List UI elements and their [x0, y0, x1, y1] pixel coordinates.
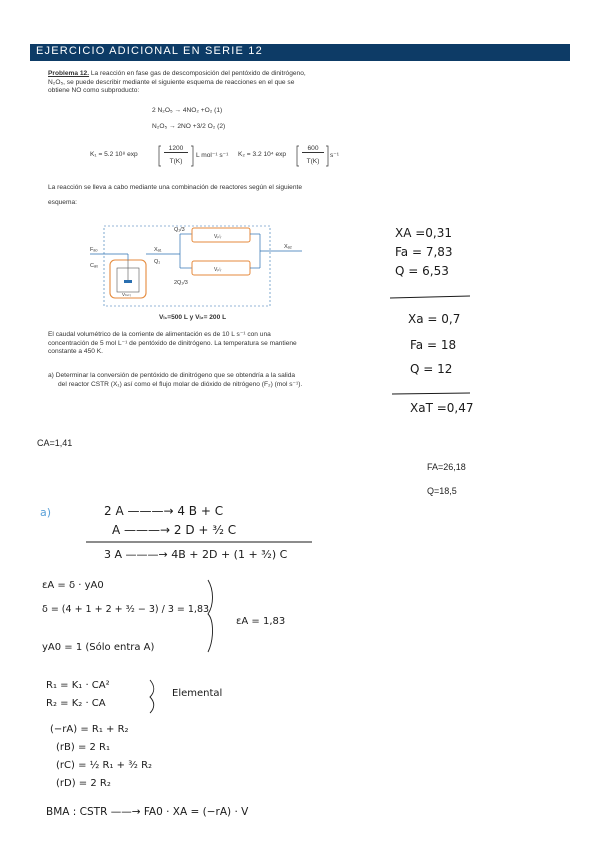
cstr-volume-label: Vₙₛₜᵣ — [122, 292, 131, 297]
cstr-conversion-label: Xₐ₁ — [154, 247, 162, 253]
outlet-conversion-label: Xₐ₂ — [284, 244, 292, 250]
hw-ya0: yA0 = 1 (Sólo entra A) — [42, 642, 155, 653]
feed-line-2: concentración de 5 mol L⁻¹ de pentóxido de dinitrógeno. La temperatura se mantiene — [48, 339, 297, 347]
question-a-line-2: del reactor CSTR (X₁) así como el flujo molar de dióxido de nitrógeno (F₂) (mol s⁻¹). — [58, 380, 303, 388]
k2-numerator: 600 — [302, 145, 324, 153]
hw-fa2: Fa = 18 — [410, 338, 457, 352]
hw-reaction-1: 2 A ———→ 4 B + C — [104, 504, 224, 518]
pfr1-volume-label: Vₚⁱᵣ — [214, 234, 222, 240]
k1-denominator: T(K) — [169, 158, 183, 165]
problem-line-1: La reacción en fase gas de descomposición del pentóxido de dinitrógeno, — [90, 70, 306, 77]
hw-reaction-sum: 3 A ———→ 4B + 2D + (1 + ³⁄₂) C — [104, 548, 288, 561]
split-top-label: Q₁/3 — [174, 227, 185, 233]
k1-units: L mol⁻¹ s⁻¹ — [196, 152, 229, 159]
hw-q2: Q = 12 — [410, 362, 453, 376]
hw-rate-1: R₁ = K₁ · CA² — [46, 680, 110, 691]
k2-units: s⁻¹ — [330, 152, 339, 159]
hw-rate-b: (rB) = 2 R₁ — [56, 742, 111, 753]
result-fa: FA=26,18 — [427, 462, 466, 472]
k2-denominator: T(K) — [306, 158, 320, 165]
hw-mass-balance: BMA : CSTR ——→ FA0 · XA = (−rA) · V — [46, 806, 249, 818]
feed-line-3: constante a 450 K. — [48, 348, 103, 356]
k1-numerator: 1200 — [164, 145, 188, 153]
reaction-2: N₂O₅ → 2NO +3/2 O₂ (2) — [152, 123, 226, 130]
hw-xat: XaT =0,47 — [410, 401, 474, 415]
problem-line-2: N₂O₅, se puede describir mediante el siguiente esquema de reacciones en el que se — [48, 78, 295, 86]
hw-epsilon-def: εA = δ · yA0 — [42, 580, 104, 591]
problem-heading: Problema 12. — [48, 70, 90, 77]
section-title: EJERCICIO ADICIONAL EN SERIE 12 — [36, 45, 263, 57]
pfr2-volume-label: Vₚⁱᵣ — [214, 267, 222, 273]
result-ca: CA=1,41 — [37, 438, 73, 448]
feed-line-1: El caudal volumétrico de la corriente de alimentación es de 10 L s⁻¹ con una — [48, 331, 271, 338]
hw-rate-c: (rC) = ½ R₁ + ³⁄₂ R₂ — [56, 760, 153, 771]
hw-item-a: a) — [40, 506, 52, 519]
hw-reaction-2: A ———→ 2 D + ³⁄₂ C — [112, 523, 237, 537]
scheme-line-1: La reacción se lleva a cabo mediante una combinación de reactores según el siguiente — [48, 184, 303, 191]
problem-line-3: obtiene NO como subproducto: — [48, 87, 140, 95]
hw-q: Q = 6,53 — [395, 264, 449, 278]
hw-rate-a: (−rA) = R₁ + R₂ — [50, 724, 129, 735]
hw-fa: Fa = 7,83 — [395, 245, 453, 259]
hw-epsilon-result: εA = 1,83 — [236, 616, 286, 627]
cstr-flow-label: Q₁ — [154, 259, 161, 265]
hw-elemental: Elemental — [172, 688, 223, 699]
question-a-line-1: a) Determinar la conversión de pentóxido de dinitrógeno que se obtendría a la salida — [48, 372, 296, 379]
hw-rate-d: (rD) = 2 R₂ — [56, 778, 111, 789]
hw-delta: δ = (4 + 1 + 2 + ³⁄₂ − 3) / 3 = 1,83 — [42, 604, 210, 615]
feed-flow-label: Fₐ₀ — [90, 247, 98, 253]
feed-concentration-label: Cₐ₀ — [90, 263, 99, 269]
reaction-1: 2 N₂O₅ → 4NO₂ +O₂ (1) — [152, 107, 223, 114]
scheme-line-2: esquema: — [48, 198, 77, 206]
k1-label: K₁ = 5.2 10⁸ exp — [90, 151, 138, 158]
hw-xa2: Xa = 0,7 — [408, 312, 461, 326]
k2-label: K₂ = 3.2 10⁴ exp — [238, 151, 287, 158]
hw-rate-2: R₂ = K₂ · CA — [46, 698, 106, 709]
hw-xa: XA =0,31 — [395, 226, 453, 240]
result-q: Q=18,5 — [427, 486, 457, 496]
split-bottom-label: 2Q₁/3 — [174, 280, 188, 286]
reactor-volumes: Vₗ₁=500 L y Vₗ₂= 200 L — [159, 314, 227, 321]
